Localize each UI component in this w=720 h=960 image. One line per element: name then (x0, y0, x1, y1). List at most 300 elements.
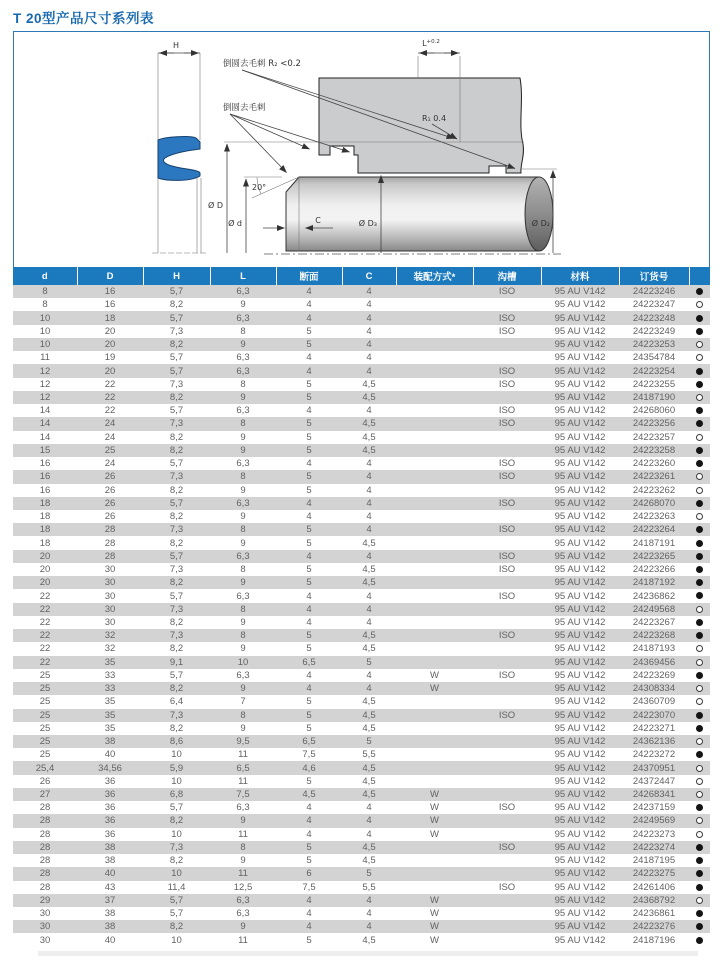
cell-availability (689, 709, 710, 722)
cell-section: 5 (306, 841, 312, 853)
cell-order-number: 24223070 (632, 709, 676, 721)
cell-outer-d: 16 (104, 299, 116, 311)
cell-c: 4 (366, 458, 372, 470)
cell-availability (689, 854, 710, 867)
cell-c: 4 (366, 299, 372, 311)
cell-l: 6,3 (236, 497, 250, 509)
cell-material: 95 AU V142 (554, 352, 606, 364)
cell-c: 4,5 (362, 722, 376, 734)
table-row (13, 444, 710, 457)
cell-section: 4 (306, 352, 312, 364)
cell-h: 8,2 (169, 855, 184, 867)
cell-h: 8,2 (169, 339, 184, 351)
cell-outer-d: 28 (104, 524, 116, 536)
cell-mount-type (396, 536, 473, 549)
cell-material: 95 AU V142 (554, 908, 606, 920)
cell-h: 8,6 (169, 736, 184, 748)
cell-c: 4 (366, 312, 372, 324)
cell-outer-d: 38 (104, 908, 116, 920)
cell-order-number: 24372447 (632, 775, 676, 787)
cell-outer-d: 26 (104, 511, 116, 523)
cell-d: 22 (39, 616, 51, 628)
cell-d: 27 (39, 789, 51, 801)
header-groove: 沟槽 (473, 267, 541, 285)
cell-order-number: 24223255 (632, 378, 676, 390)
cell-h: 5,7 (169, 458, 184, 470)
cell-mount-type (396, 325, 473, 338)
cell-d: 28 (39, 841, 51, 853)
cell-availability (689, 523, 710, 536)
cell-section: 5 (306, 564, 312, 576)
cell-section: 5 (306, 934, 312, 946)
cell-h: 6,8 (169, 789, 184, 801)
cell-availability (689, 761, 710, 774)
cell-material: 95 AU V142 (554, 934, 606, 946)
table-row (13, 682, 710, 695)
table-row (13, 285, 710, 298)
cell-mount-type (396, 603, 473, 616)
cell-section: 5 (306, 484, 312, 496)
cell-order-number: 24360709 (632, 696, 676, 708)
availability-dot-filled (696, 407, 703, 414)
cell-order-number: 24223265 (632, 550, 676, 562)
cell-availability (689, 933, 710, 946)
cell-material: 95 AU V142 (554, 497, 606, 509)
cell-groove (473, 695, 541, 708)
cell-c: 5 (366, 868, 372, 880)
cell-material: 95 AU V142 (554, 418, 606, 430)
cell-l: 9 (240, 537, 246, 549)
cell-section: 5 (306, 339, 312, 351)
cell-availability (689, 841, 710, 854)
table-row (13, 775, 710, 788)
cell-order-number: 24236862 (632, 590, 676, 602)
cell-d: 25,4 (35, 762, 55, 774)
cell-outer-d: 25 (104, 444, 116, 456)
cell-d: 30 (39, 908, 51, 920)
cell-c: 4,5 (362, 391, 376, 403)
cell-material: 95 AU V142 (554, 669, 606, 681)
cell-material: 95 AU V142 (554, 789, 606, 801)
cell-section: 4,6 (302, 762, 316, 774)
availability-dot-filled (696, 579, 703, 586)
cell-section: 4,5 (302, 789, 316, 801)
table-row (13, 484, 710, 497)
table-row (13, 761, 710, 774)
cell-section: 5 (306, 855, 312, 867)
cell-l: 9 (240, 444, 246, 456)
table-row (13, 854, 710, 867)
cell-groove (473, 431, 541, 444)
cell-groove (473, 351, 541, 364)
cell-outer-d: 22 (104, 378, 116, 390)
cell-groove: ISO (498, 881, 516, 893)
cell-outer-d: 28 (104, 550, 116, 562)
seal-cross-section (152, 41, 207, 253)
cell-l: 7,5 (236, 789, 250, 801)
cell-c: 4,5 (362, 709, 376, 721)
table-row (13, 311, 710, 324)
installation-view (208, 39, 561, 254)
cell-order-number: 24249568 (632, 603, 676, 615)
cell-section: 5 (306, 577, 312, 589)
cell-section: 5 (306, 643, 312, 655)
cell-mount-type (396, 391, 473, 404)
availability-dot-filled (696, 632, 703, 639)
cell-c: 4 (366, 471, 372, 483)
cell-c: 4 (366, 497, 372, 509)
cell-section: 4 (306, 828, 312, 840)
cell-l: 8 (240, 709, 246, 721)
cell-mount-type (396, 351, 473, 364)
table-row (13, 431, 710, 444)
table-row (13, 510, 710, 523)
cell-availability (689, 907, 710, 920)
cell-outer-d: 24 (104, 458, 116, 470)
cell-d: 25 (39, 736, 51, 748)
availability-dot-open (696, 791, 703, 798)
cell-c: 4 (366, 524, 372, 536)
cell-d: 12 (39, 365, 51, 377)
cell-section: 4 (306, 921, 312, 933)
table-row (13, 364, 710, 377)
cell-c: 4,5 (362, 537, 376, 549)
cell-material: 95 AU V142 (554, 643, 606, 655)
cell-outer-d: 33 (104, 669, 116, 681)
cell-mount-type (396, 431, 473, 444)
availability-dot-open (696, 738, 703, 745)
cell-outer-d: 33 (104, 683, 116, 695)
cell-availability (689, 616, 710, 629)
cell-mount-type (396, 761, 473, 774)
cell-section: 5 (306, 325, 312, 337)
cell-outer-d: 20 (104, 365, 116, 377)
seal-profile (158, 137, 200, 181)
header-c: C (342, 267, 396, 285)
cell-groove: ISO (498, 471, 516, 483)
cell-mount-type (396, 484, 473, 497)
cell-l: 9 (240, 484, 246, 496)
cell-h: 8,2 (169, 722, 184, 734)
cell-order-number: 24236861 (632, 908, 676, 920)
table-row (13, 920, 710, 933)
cell-h: 7,3 (169, 471, 184, 483)
availability-dot-open (696, 778, 703, 785)
cell-order-number: 24261406 (632, 881, 676, 893)
cell-order-number: 24237159 (632, 802, 676, 814)
cell-h: 5,7 (169, 405, 184, 417)
cell-l: 11 (238, 775, 248, 787)
cell-availability (689, 351, 710, 364)
cell-c: 4,5 (362, 762, 376, 774)
cell-mount-type: W (430, 789, 439, 801)
cell-order-number: 24223275 (632, 868, 676, 880)
availability-dot-filled (696, 725, 703, 732)
table-row (13, 722, 710, 735)
cell-d: 11 (40, 352, 50, 364)
cell-section: 4 (306, 894, 312, 906)
cell-outer-d: 36 (104, 828, 116, 840)
cell-d: 28 (39, 828, 51, 840)
cell-order-number: 24223260 (632, 458, 676, 470)
availability-dot-open (696, 698, 703, 705)
cell-h: 5,7 (169, 312, 184, 324)
cell-d: 15 (39, 444, 51, 456)
cell-material: 95 AU V142 (554, 696, 606, 708)
cell-d: 18 (39, 524, 51, 536)
shaft-end-face (525, 177, 553, 251)
cell-outer-d: 30 (104, 564, 116, 576)
availability-dot-open (696, 645, 703, 652)
cell-d: 25 (39, 683, 51, 695)
cell-h: 8,2 (169, 299, 184, 311)
cell-c: 4 (366, 669, 372, 681)
cell-outer-d: 24 (104, 418, 116, 430)
cell-mount-type: W (430, 828, 439, 840)
cell-h: 7,3 (169, 418, 184, 430)
cell-material: 95 AU V142 (554, 537, 606, 549)
cell-l: 7 (240, 696, 246, 708)
cell-l: 6,3 (236, 365, 250, 377)
cell-d: 25 (39, 709, 51, 721)
availability-dot-filled (696, 368, 703, 375)
cell-outer-d: 30 (104, 603, 116, 615)
cell-h: 5,9 (169, 762, 184, 774)
cell-availability (689, 722, 710, 735)
cell-availability (689, 431, 710, 444)
cell-mount-type (396, 510, 473, 523)
cell-d: 18 (39, 497, 51, 509)
cell-mount-type: W (430, 934, 439, 946)
cell-mount-type (396, 470, 473, 483)
table-row (13, 656, 710, 669)
cell-c: 4 (366, 603, 372, 615)
cell-availability (689, 364, 710, 377)
cell-material: 95 AU V142 (554, 325, 606, 337)
cell-availability (689, 801, 710, 814)
cell-c: 4,5 (362, 696, 376, 708)
cell-outer-d: 35 (104, 656, 116, 668)
cell-h: 8,2 (169, 511, 184, 523)
cell-order-number: 24368792 (632, 894, 676, 906)
cell-l: 8 (240, 603, 246, 615)
cell-c: 5,5 (362, 749, 376, 761)
cell-l: 12,5 (233, 881, 253, 893)
cell-section: 4 (306, 458, 312, 470)
cell-order-number: 24187190 (632, 391, 676, 403)
cell-material: 95 AU V142 (554, 894, 606, 906)
cell-mount-type (396, 404, 473, 417)
cell-mount-type (396, 563, 473, 576)
availability-dot-filled (696, 619, 703, 626)
cell-mount-type (396, 748, 473, 761)
cell-c: 4 (366, 590, 372, 602)
cell-outer-d: 16 (104, 286, 116, 298)
cell-c: 4 (366, 550, 372, 562)
cell-l: 9 (240, 683, 246, 695)
cell-mount-type (396, 523, 473, 536)
availability-dot-filled (696, 751, 703, 758)
cell-section: 6,5 (302, 736, 316, 748)
angle-label: 20° (252, 183, 267, 192)
cell-l: 9 (240, 921, 246, 933)
cell-h: 10 (171, 828, 182, 840)
cell-mount-type (396, 735, 473, 748)
cell-d: 22 (39, 630, 51, 642)
cell-mount-type (396, 629, 473, 642)
cell-section: 5 (306, 524, 312, 536)
cell-order-number: 24223268 (632, 630, 676, 642)
cell-material: 95 AU V142 (554, 841, 606, 853)
cell-availability (689, 285, 710, 298)
cell-d: 29 (39, 894, 51, 906)
cell-outer-d: 38 (104, 736, 116, 748)
dia-D-label: Ø D (208, 201, 223, 210)
cell-mount-type (396, 867, 473, 880)
table-row (13, 735, 710, 748)
cell-material: 95 AU V142 (554, 577, 606, 589)
cell-l: 11 (238, 934, 248, 946)
h-dimension-label: H (172, 41, 180, 50)
cell-order-number: 24223261 (632, 471, 676, 483)
cell-outer-d: 38 (104, 841, 116, 853)
cell-h: 5,7 (169, 286, 184, 298)
cell-order-number: 24362136 (632, 736, 676, 748)
cell-groove: ISO (498, 312, 516, 324)
cell-d: 22 (39, 643, 51, 655)
dia-D3-label: Ø D₃ (358, 219, 377, 228)
availability-dot-filled (696, 910, 703, 917)
cell-order-number: 24187195 (632, 855, 676, 867)
cell-mount-type (396, 285, 473, 298)
cell-outer-d: 18 (104, 312, 116, 324)
cell-material: 95 AU V142 (554, 775, 606, 787)
cell-d: 28 (39, 868, 51, 880)
cell-order-number: 24354784 (632, 352, 676, 364)
cell-outer-d: 30 (104, 616, 116, 628)
deburr-label: 倒圆去毛刺 (223, 103, 266, 113)
availability-dot-filled (696, 857, 703, 864)
cell-outer-d: 36 (104, 789, 116, 801)
cell-h: 5,7 (169, 352, 184, 364)
cell-mount-type (396, 444, 473, 457)
cell-l: 8 (240, 630, 246, 642)
cell-d: 22 (39, 603, 51, 615)
availability-dot-open (696, 354, 703, 361)
cell-availability (689, 642, 710, 655)
cell-material: 95 AU V142 (554, 921, 606, 933)
cell-c: 4,5 (362, 418, 376, 430)
table-row (13, 695, 710, 708)
housing-block (319, 78, 523, 173)
table-row (13, 536, 710, 549)
cell-l: 10 (237, 656, 249, 668)
dimension-table (13, 267, 710, 947)
availability-dot-filled (696, 381, 703, 388)
cell-h: 7,3 (169, 564, 184, 576)
cell-material: 95 AU V142 (554, 431, 606, 443)
cell-h: 8,2 (169, 683, 184, 695)
cell-section: 5 (306, 630, 312, 642)
cell-h: 7,3 (169, 841, 184, 853)
cell-availability (689, 828, 710, 841)
availability-dot-filled (696, 884, 703, 891)
cell-order-number: 24187191 (632, 537, 676, 549)
cell-groove (473, 722, 541, 735)
cell-section: 5 (306, 775, 312, 787)
cell-section: 4 (306, 815, 312, 827)
cell-outer-d: 38 (104, 921, 116, 933)
cell-availability (689, 563, 710, 576)
cell-availability (689, 404, 710, 417)
cell-h: 10 (171, 749, 182, 761)
header-section: 断面 (276, 267, 342, 285)
cell-order-number: 24223276 (632, 921, 676, 933)
cell-availability (689, 510, 710, 523)
table-row (13, 642, 710, 655)
availability-dot-filled (696, 540, 703, 547)
cell-groove: ISO (498, 669, 516, 681)
cell-availability (689, 589, 710, 602)
cell-groove (473, 484, 541, 497)
cell-h: 5,7 (169, 802, 184, 814)
cell-order-number: 24223266 (632, 564, 676, 576)
cell-l: 9 (240, 643, 246, 655)
cell-availability (689, 603, 710, 616)
cell-l: 9 (240, 511, 246, 523)
cell-order-number: 24268070 (632, 497, 676, 509)
cell-order-number: 24268341 (632, 789, 676, 801)
cell-h: 5,7 (169, 590, 184, 602)
availability-dot-open (696, 487, 703, 494)
cell-groove: ISO (498, 564, 516, 576)
cell-mount-type (396, 722, 473, 735)
header-h: H (143, 267, 210, 285)
cell-availability (689, 669, 710, 682)
cell-availability (689, 629, 710, 642)
cell-groove (473, 894, 541, 907)
table-row (13, 814, 710, 827)
table-body (13, 285, 710, 947)
cell-l: 9,5 (236, 736, 250, 748)
cell-groove (473, 748, 541, 761)
cell-order-number: 24268060 (632, 405, 676, 417)
cell-h: 8,2 (169, 577, 184, 589)
cell-mount-type (396, 881, 473, 894)
deburr-r2-label: 倒圆去毛刺 R₂ <0.2 (223, 59, 301, 69)
availability-dot-open (696, 606, 703, 613)
cell-material: 95 AU V142 (554, 458, 606, 470)
cell-material: 95 AU V142 (554, 550, 606, 562)
cell-c: 4,5 (362, 934, 376, 946)
cell-l: 11 (238, 749, 248, 761)
cell-d: 22 (39, 656, 51, 668)
cell-availability (689, 470, 710, 483)
cell-d: 12 (39, 391, 51, 403)
cell-availability (689, 894, 710, 907)
cell-d: 30 (39, 934, 51, 946)
cell-material: 95 AU V142 (554, 630, 606, 642)
cell-groove: ISO (498, 378, 516, 390)
cell-d: 28 (39, 802, 51, 814)
cell-c: 4,5 (362, 564, 376, 576)
cell-l: 6,3 (236, 312, 250, 324)
cell-l: 8 (240, 524, 246, 536)
cell-material: 95 AU V142 (554, 722, 606, 734)
cell-c: 4,5 (362, 855, 376, 867)
cell-order-number: 24223263 (632, 511, 676, 523)
cell-groove: ISO (498, 405, 516, 417)
